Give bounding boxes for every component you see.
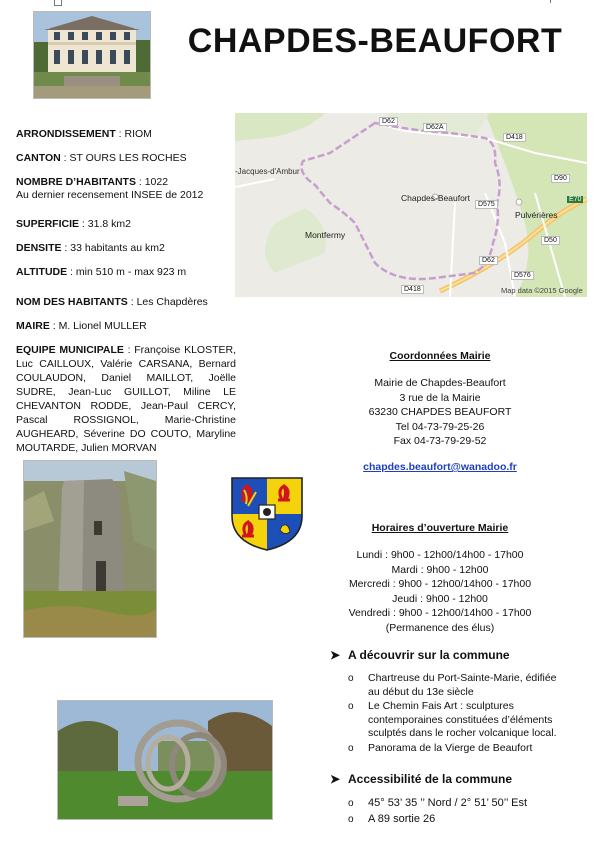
horaire-line: Jeudi : 9h00 - 12h00 [392, 592, 488, 605]
map-credit: Map data ©2015 Google [501, 286, 583, 295]
circle-bullet-icon: o [348, 798, 354, 809]
arrow-bullet-icon: ➤ [330, 772, 341, 786]
mairie-line: Fax 04-73-79-29-52 [393, 435, 487, 447]
mairie-line: Tel 04-73-79-25-26 [395, 420, 485, 433]
list-item: o 45° 53’ 35 ’’ Nord / 2° 51’ 50’’ Est [348, 797, 528, 809]
map-label-pulverieres: Pulvérières [515, 210, 558, 220]
town-hall-photo [33, 11, 151, 99]
map-label-d90: D90 [551, 174, 570, 183]
map-label-d576: D576 [511, 271, 534, 280]
list-item: o Le Chemin Fais Art : sculptures contemporaines constituées d’éléments sculptés dans le rocher volcanique local. [348, 700, 557, 739]
map-label-e70: E70 [569, 196, 582, 203]
map-label-chapdes: Chapdes-Beaufort [401, 193, 470, 203]
map-label-d50: D50 [541, 236, 560, 245]
sculpture-photo [57, 700, 273, 820]
accessibilite-list [348, 796, 568, 828]
list-item: o A 89 sortie 26 [348, 813, 436, 825]
circle-bullet-icon: o [348, 701, 354, 712]
field-nom-habitants: NOM DES HABITANTS : Les Chapdères [16, 296, 208, 308]
mairie-line: 3 rue de la Mairie [399, 391, 481, 404]
field-densite: DENSITE : 33 habitants au km2 [16, 242, 165, 254]
field-maire: MAIRE : M. Lionel MULLER [16, 320, 147, 332]
horaires-list [330, 548, 550, 635]
horaire-line: Mardi : 9h00 - 12h00 [391, 563, 489, 576]
tower-ruins-photo [23, 460, 157, 638]
mairie-heading: Coordonnées Mairie [389, 350, 491, 362]
map-label-d62a: D62A [423, 123, 447, 132]
circle-bullet-icon: o [348, 742, 354, 754]
horaire-line: Lundi : 9h00 - 12h00/14h00 - 17h00 [356, 549, 524, 561]
field-altitude: ALTITUDE : min 510 m - max 923 m [16, 266, 187, 278]
page-title: CHAPDES-BEAUFORT [187, 22, 563, 60]
horaires-heading: Horaires d’ouverture Mairie [371, 522, 509, 534]
field-canton: CANTON : ST OURS LES ROCHES [16, 152, 187, 164]
map-label-d418-top: D418 [503, 133, 526, 142]
arrow-bullet-icon: ➤ [330, 648, 341, 662]
map-label-st-jacques: -Jacques-d'Ambur [235, 167, 300, 176]
field-equipe-municipale: EQUIPE MUNICIPALE : Françoise KLOSTER, Luc CAILLOUX, Valérie CARSANA, Bernard COULAUDON, Daniel MAILLOT, Joëlle SUDRE, Jean-Luc GUILLOT, Miline LE CHEVANTON RODDE, Jean-Paul CERCY, Pascal ROSSIGNOL, Marie-Christine AUGHEARD, Séverine DO COUTO, Maryline MOUTARDE, Julien MORVAN [16, 344, 236, 454]
corner-mark [54, 0, 62, 6]
mairie-email-wrap [330, 460, 550, 475]
horaire-line: (Permanence des élus) [385, 621, 495, 634]
map-label-d62-top: D62 [379, 117, 398, 126]
location-map [235, 113, 587, 297]
field-habitants: NOMBRE D’HABITANTS : 1022 [16, 176, 169, 188]
mairie-line: 63230 CHAPDES BEAUFORT [368, 406, 512, 418]
map-label-d62-bottom: D62 [479, 256, 498, 265]
field-habitants-note: Au dernier recensement INSEE de 2012 [16, 189, 204, 201]
map-label-d575: D575 [475, 200, 498, 209]
circle-bullet-icon: o [348, 814, 354, 825]
circle-bullet-icon: o [348, 673, 354, 684]
decouvrir-heading: ➤ A découvrir sur la commune [330, 648, 510, 662]
decouvrir-list [348, 672, 568, 756]
map-label-d418-bottom: D418 [401, 285, 424, 294]
mairie-line: Mairie de Chapdes-Beaufort [374, 377, 506, 389]
field-arrondissement: ARRONDISSEMENT : RIOM [16, 128, 152, 140]
field-superficie: SUPERFICIE : 31.8 km2 [16, 218, 131, 230]
corner-mark [550, 0, 555, 3]
mairie-address [330, 376, 550, 449]
list-item: o Panorama de la Vierge de Beaufort [348, 741, 533, 754]
horaire-line: Mercredi : 9h00 - 12h00/14h00 - 17h00 [348, 578, 532, 590]
coat-of-arms-icon [230, 476, 304, 552]
horaire-line: Vendredi : 9h00 - 12h00/14h00 - 17h00 [348, 607, 532, 619]
mairie-email-link[interactable]: chapdes.beaufort@wanadoo.fr [363, 461, 517, 473]
accessibilite-heading: ➤ Accessibilité de la commune [330, 772, 513, 786]
list-item: o Chartreuse du Port-Sainte-Marie, édifiée au début du 13e siècle [348, 672, 557, 698]
map-label-montfermy: Montfermy [305, 230, 346, 240]
